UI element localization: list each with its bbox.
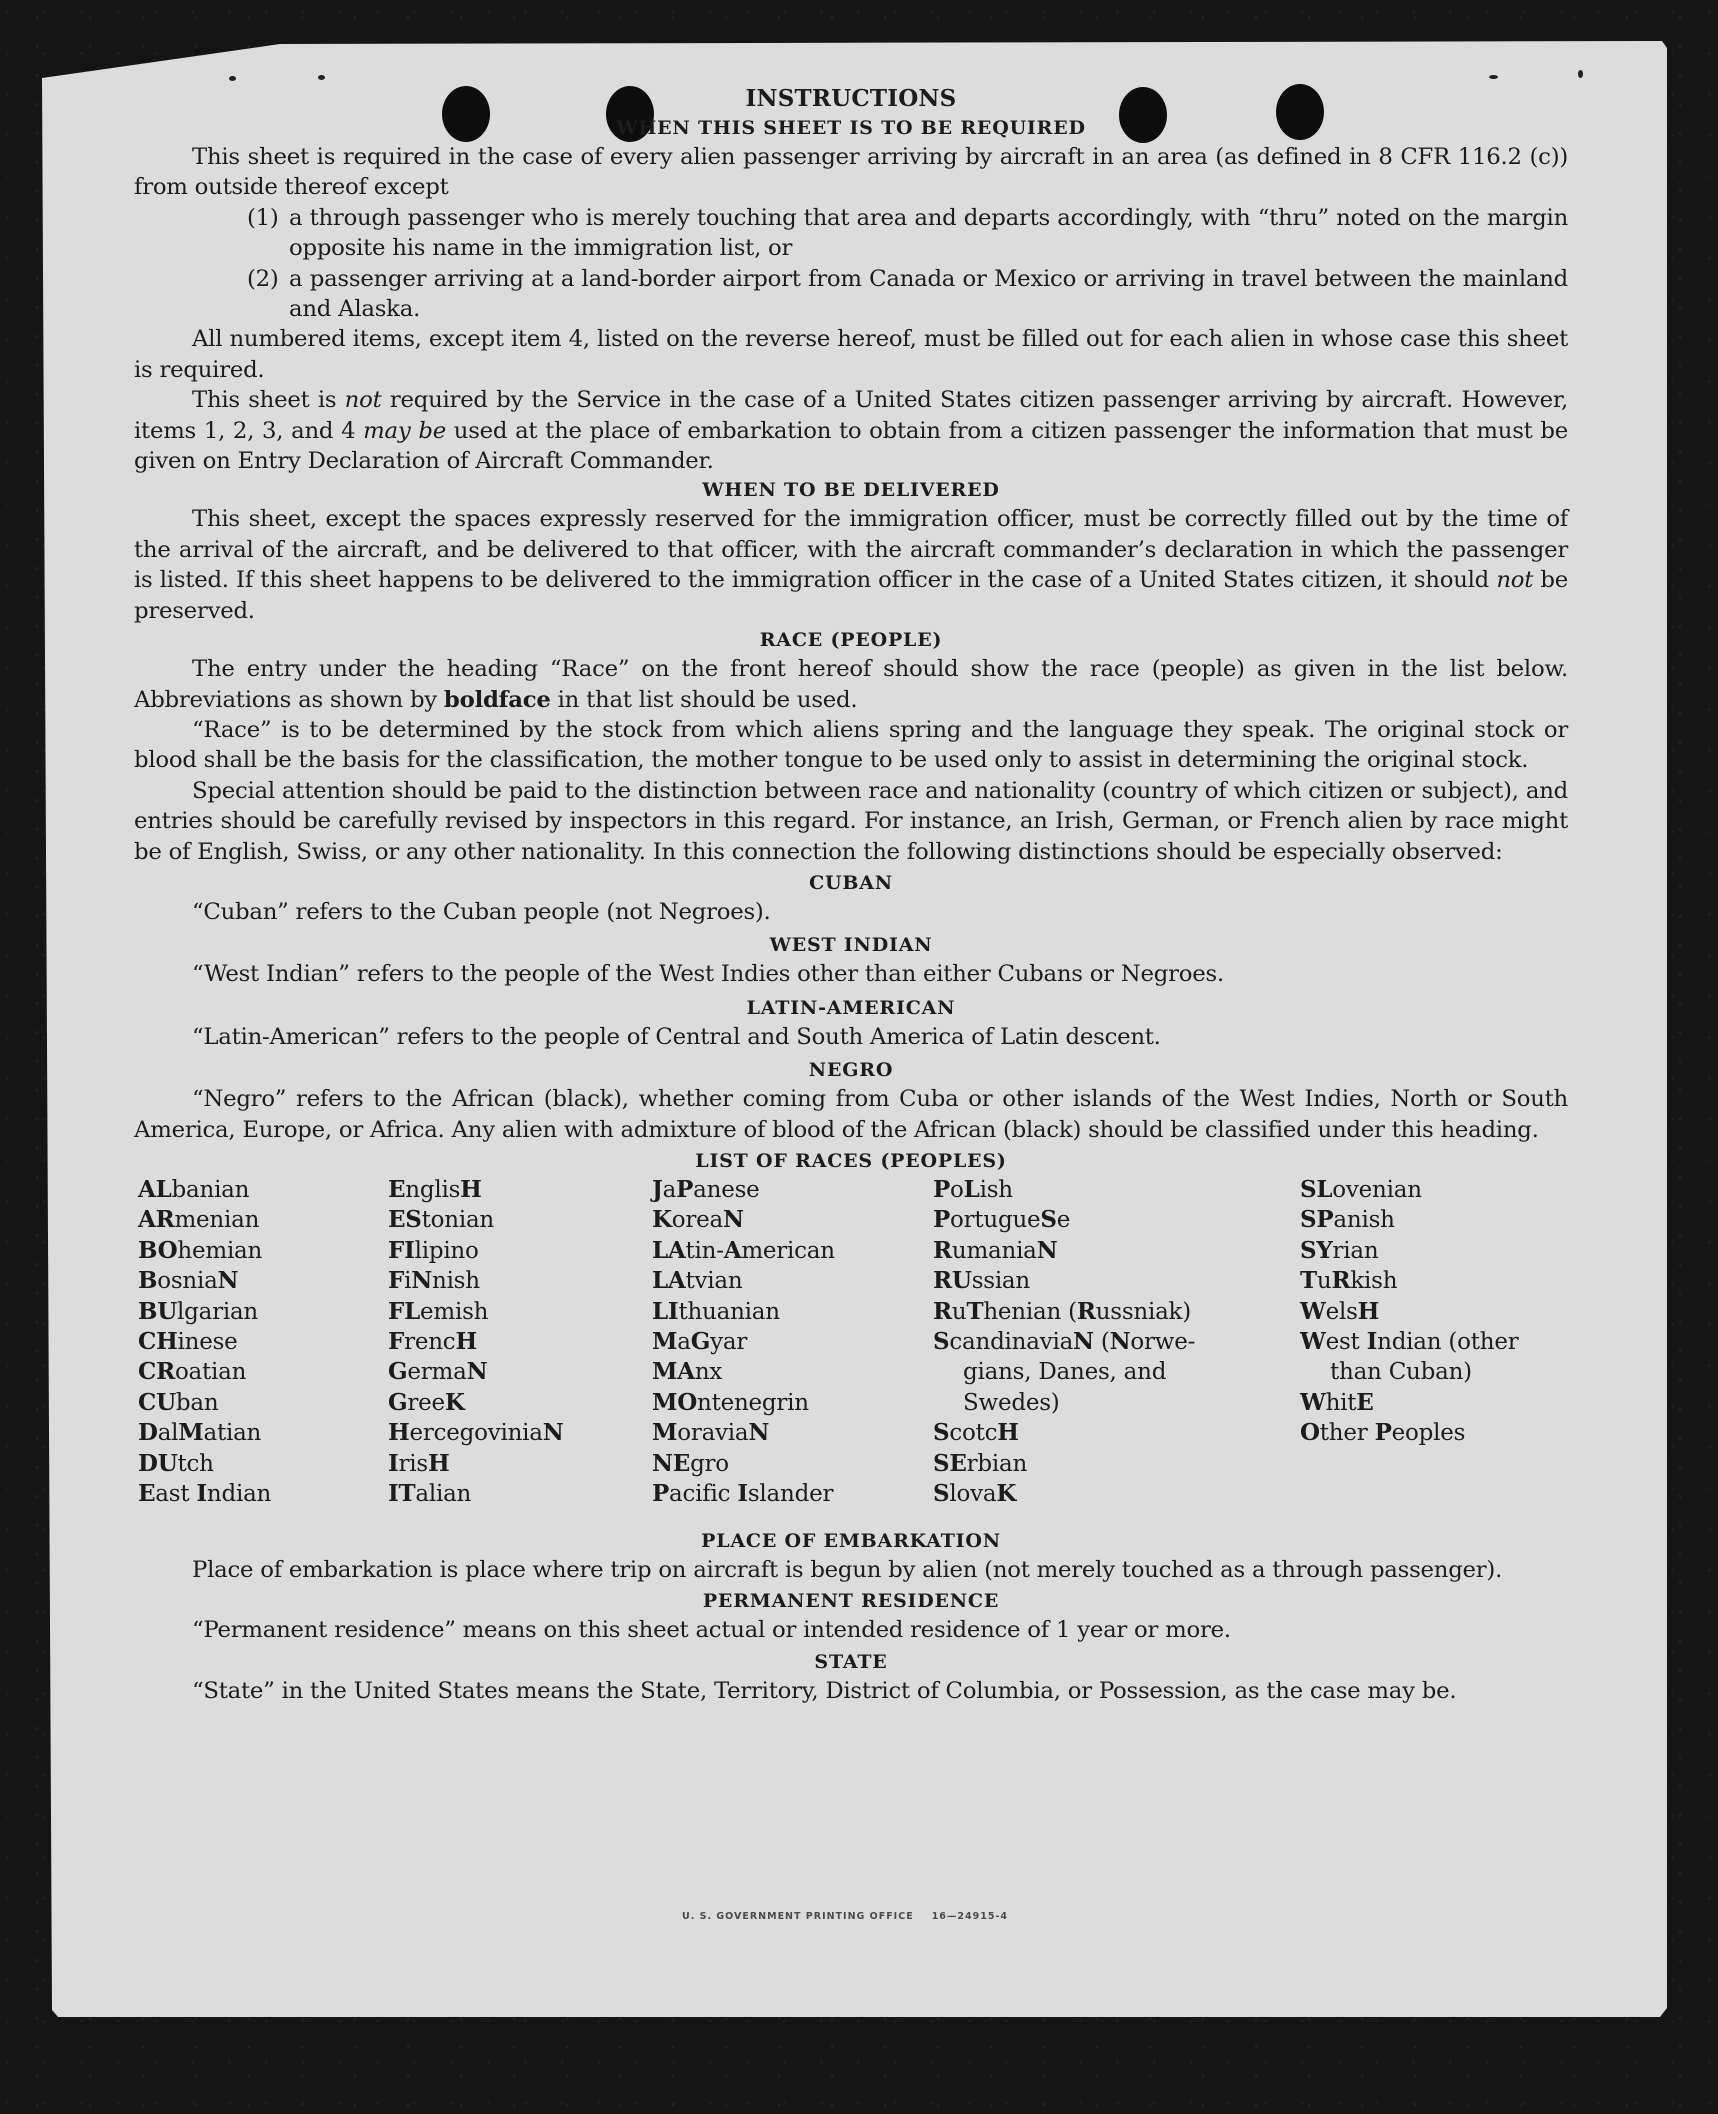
text-run: be preserved.	[134, 567, 1568, 624]
heading-state: STATE	[814, 1650, 888, 1673]
instructions-content	[134, 84, 1568, 1706]
race-list-item: Swedes)	[963, 1389, 1060, 1416]
race-list-item: LIthuanian	[652, 1297, 780, 1325]
text-run: This sheet is	[192, 387, 345, 414]
race-list-item: HercegoviniaN	[388, 1419, 564, 1447]
italic-not: not	[1496, 567, 1534, 594]
race-list-item: WhitE	[1300, 1388, 1374, 1416]
staple-mark	[1489, 75, 1498, 79]
paragraph-citizen	[134, 385, 1568, 476]
race-list-item: gians, Danes, and	[963, 1359, 1167, 1386]
text-run: used at the place of embarkation to obtain from a citizen passenger the information that must be given on Entry Declaration of Aircraft Commander.	[134, 417, 1568, 475]
race-list-item: SLovenian	[1300, 1175, 1422, 1203]
heading-when-delivered: WHEN TO BE DELIVERED	[702, 479, 1000, 502]
race-list-item: SYrian	[1300, 1236, 1379, 1264]
race-list-item: ALbanian	[138, 1175, 250, 1203]
race-list-item: MOntenegrin	[652, 1388, 809, 1416]
race-list-item: than Cuban)	[1330, 1359, 1472, 1386]
race-list-item: MAnx	[652, 1358, 723, 1386]
race-list-item: ARmenian	[138, 1206, 260, 1234]
race-list-item: Pacific Islander	[652, 1480, 834, 1508]
exception-text: a passenger arriving at a land-border airport from Canada or Mexico or arriving in travel between the mainland and Alaska.	[289, 265, 1568, 323]
race-list-item: BosniaN	[138, 1267, 239, 1295]
heading-permanent-residence: PERMANENT RESIDENCE	[702, 1590, 1000, 1613]
paragraph-required: This sheet is required in the case of every alien passenger arriving by aircraft in an area (as defined in 8 CFR 116.2 (c)) from outside thereof except	[134, 144, 1568, 201]
race-list-item: CHinese	[138, 1328, 238, 1355]
race-list-item: FLemish	[388, 1297, 489, 1325]
race-list-item: CUban	[138, 1388, 219, 1416]
exception-number: (1)	[247, 204, 279, 231]
race-list-item: IrisH	[388, 1449, 450, 1477]
race-list-item: West Indian (other	[1300, 1328, 1519, 1355]
paragraph-race-stock: “Race” is to be determined by the stock from which aliens spring and the language they speak. The original stock or blood shall be the basis for the classification, the mother tongue to be used only to assist in determining the original stock.	[134, 716, 1568, 774]
race-list-item: FIlipino	[388, 1236, 479, 1264]
exception-text: a through passenger who is merely touching that area and departs accordingly, with “thru” noted on the margin opposite his name in the immigration list, or	[289, 204, 1568, 262]
race-list-item: SlovaK	[933, 1480, 1017, 1508]
race-list-item: KoreaN	[652, 1206, 744, 1234]
form-code: 16—24915-4	[931, 1911, 1009, 1922]
text-run: in that list should be used.	[550, 686, 858, 713]
race-list-item: FrencH	[388, 1328, 477, 1355]
paragraph-west-indian: “West Indian” refers to the people of the West Indies other than either Cubans or Negroes.	[192, 961, 1224, 988]
race-list-item: GreeK	[388, 1388, 465, 1416]
heading-when-required: WHEN THIS SHEET IS TO BE REQUIRED	[616, 117, 1086, 139]
paragraph-embarkation: Place of embarkation is place where trip on aircraft is begun by alien (not merely touched as a through passenger).	[192, 1556, 1503, 1583]
printer-imprint	[682, 1911, 1008, 1922]
printer-name: U. S. GOVERNMENT PRINTING OFFICE	[682, 1911, 914, 1922]
paragraph-race-entry	[134, 654, 1568, 715]
race-list-item: SErbian	[933, 1449, 1028, 1477]
race-column	[933, 1175, 1195, 1509]
race-list-item: DalMatian	[138, 1419, 262, 1447]
heading-negro: NEGRO	[808, 1059, 894, 1082]
bold-boldface: boldface	[443, 686, 551, 713]
race-list-item: JaPanese	[652, 1175, 760, 1203]
race-list-item: BOhemian	[138, 1236, 263, 1264]
text-run: required by the Service in the case of a United States citizen passenger arriving by aircraft. However, items 1, 2, 3, and 4	[134, 387, 1568, 444]
paragraph-state: “State” in the United States means the State, Territory, District of Columbia, or Possession, as the case may be.	[192, 1677, 1457, 1704]
heading-embarkation: PLACE OF EMBARKATION	[701, 1529, 1001, 1552]
race-list-item: NEgro	[652, 1449, 729, 1477]
race-list-item: ScotcH	[933, 1419, 1019, 1447]
race-column	[138, 1175, 271, 1509]
italic-may-be: may be	[363, 417, 446, 444]
heading-cuban: CUBAN	[809, 871, 893, 894]
race-list-item: East Indian	[138, 1480, 272, 1508]
staple-mark	[318, 75, 325, 80]
italic-not: not	[344, 387, 382, 414]
race-list	[134, 1175, 1568, 1527]
paragraph-latin-american: “Latin-American” refers to the people of Central and South America of Latin descent.	[192, 1023, 1161, 1050]
race-list-item: DUtch	[138, 1449, 214, 1477]
race-list-item: TuRkish	[1300, 1267, 1398, 1295]
paragraph-numbered-items: All numbered items, except item 4, listed on the reverse hereof, must be filled out for each alien in whose case this sheet is required.	[134, 326, 1568, 383]
race-list-item: EnglisH	[388, 1175, 482, 1203]
exception-number: (2)	[247, 265, 279, 292]
race-list-item: ScandinaviaN (Norwe-	[933, 1328, 1196, 1355]
paragraph-race-nationality: Special attention should be paid to the distinction between race and nationality (country of which citizen or subject), and entries should be carefully revised by inspectors in this regard. For instance, an Irish, German, or French alien by race might be of English, Swiss, or any other nationality. In this connection the following distinctions should be especially observed:	[134, 777, 1568, 865]
exception-item	[134, 203, 1568, 264]
race-list-item: PortugueSe	[933, 1206, 1071, 1234]
race-list-item: CRoatian	[138, 1358, 247, 1386]
heading-list-of-races: LIST OF RACES (PEOPLES)	[695, 1149, 1007, 1172]
staple-mark	[229, 76, 236, 81]
paragraph-negro: “Negro” refers to the African (black), whether coming from Cuba or other islands of the West Indies, North or South America, Europe, or Africa. Any alien with admixture of blood of the African (black) should be classified under this heading.	[134, 1086, 1568, 1143]
race-list-item: RumaniaN	[933, 1236, 1058, 1264]
race-list-item: PoLish	[933, 1175, 1013, 1203]
race-list-item: Other Peoples	[1300, 1419, 1466, 1447]
race-list-item: GermaN	[388, 1358, 488, 1386]
race-column	[1300, 1175, 1518, 1449]
race-list-item: LAtin-American	[652, 1236, 835, 1264]
race-list-item: MaGyar	[652, 1328, 748, 1355]
race-list-item: FiNnish	[388, 1267, 480, 1295]
race-list-item: ITalian	[388, 1480, 472, 1508]
race-list-item: MoraviaN	[652, 1419, 770, 1447]
race-list-item: WelsH	[1300, 1297, 1380, 1325]
heading-west-indian: WEST INDIAN	[769, 934, 933, 957]
text-run: The entry under the heading “Race” on the front hereof should show the race (people) as given in the list below. Abbreviations as shown by	[134, 656, 1568, 713]
race-list-item: RUssian	[933, 1267, 1030, 1295]
race-column	[652, 1175, 835, 1509]
race-list-item: LAtvian	[652, 1267, 743, 1295]
text-run: This sheet, except the spaces expressly reserved for the immigration officer, must be correctly filled out by the time of the arrival of the aircraft, and be delivered to that officer, with the aircraft commander’s declaration in which the passenger is listed. If this sheet happens to be delivered to the immigration officer in the case of a United States citizen, it should	[134, 506, 1568, 594]
document-title: INSTRUCTIONS	[745, 85, 957, 112]
paragraph-cuban: “Cuban” refers to the Cuban people (not Negroes).	[192, 898, 771, 925]
paragraph-permanent-residence: “Permanent residence” means on this sheet actual or intended residence of 1 year or more.	[192, 1617, 1231, 1644]
race-column	[388, 1175, 564, 1509]
race-list-item: SPanish	[1300, 1206, 1395, 1234]
staple-mark	[1578, 70, 1583, 78]
heading-race: RACE (PEOPLE)	[759, 629, 943, 652]
race-list-item: BUlgarian	[138, 1297, 258, 1325]
race-list-item: EStonian	[388, 1206, 494, 1234]
race-list-item: RuThenian (Russniak)	[933, 1297, 1191, 1325]
exception-item	[134, 264, 1568, 325]
paragraph-delivered	[134, 504, 1568, 626]
heading-latin-american: LATIN-AMERICAN	[746, 996, 956, 1019]
